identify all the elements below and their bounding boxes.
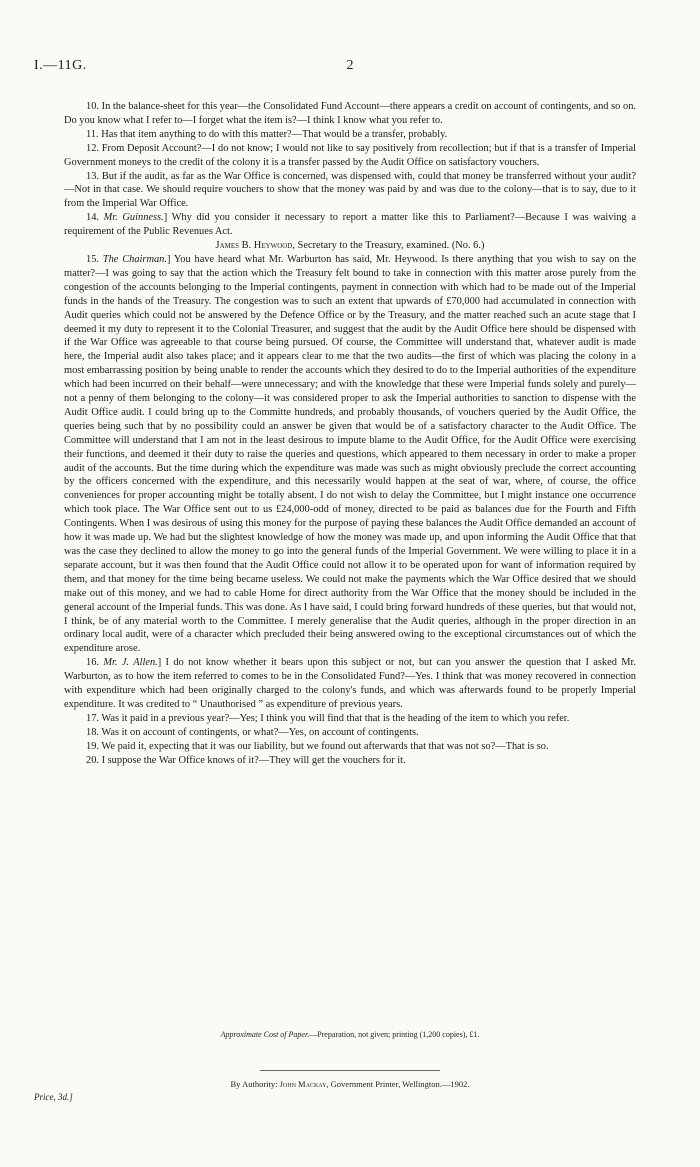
cost-label: Approximate Cost of Paper.	[220, 1030, 310, 1039]
question-number: 16.	[86, 657, 99, 669]
witness-name: James B. Heywood	[215, 240, 293, 252]
question-text: ] Why did you consider it necessary to report a matter like this to Parliament?—Because I was waiving a requirement of the Public Revenues Act.	[64, 212, 636, 238]
price-note: Price, 3d.]	[34, 1092, 73, 1102]
question-10: 10. In the balance-sheet for this year—the Consolidated Fund Account—there appears a credit on account of contingents, and so on. Do you know what I refer to—I forget what the item is?—I think I know what you refer to.	[64, 101, 636, 126]
question-14	[64, 211, 636, 239]
cost-of-paper-note	[64, 1030, 636, 1039]
authority-prefix: By Authority:	[230, 1079, 280, 1089]
question-16	[64, 656, 636, 712]
speaker-name: Mr. J. Allen.	[103, 657, 158, 669]
question-18: 18. Was it on account of contingents, or what?—Yes, on account of contingents.	[86, 726, 419, 738]
speaker-name: The Chairman.	[102, 253, 167, 265]
printer-authority	[64, 1079, 636, 1089]
printer-name: John Mackay	[279, 1079, 327, 1089]
question-text: ] I do not know whether it bears upon this subject or not, but can you answer the question that I asked Mr. Warburton, as to how the item referred to comes to be in the Consolidated Fund?—Yes. I think that was money recovered in connection with expenditure which had been originally charged to the colony's funds, and which was afterwards found to be properly Imperial expenditure. It was credited to “ Unauthorised ” as expenditure of previous years.	[64, 657, 637, 710]
page-number: 2	[346, 58, 354, 73]
minutes-of-evidence	[64, 100, 636, 768]
question-15	[64, 253, 636, 656]
question-text: ] You have heard what Mr. Warburton has said, Mr. Heywood. Is there anything that you wish to say on the matter?—I was going to say that the action which the Treasury felt bound to take in connection with this matter arose purely from the congestion of the accounts belonging to the Imperial contingents, payment in connection with which had to be made out of the Imperial funds in the hands of the Treasury. The congestion was to such an extent that upwards of £70,000 had accumulated in connection with Audit queries which could not be answered by the Defence Office or by the Treasury, and the matter reached such an acute stage that I deemed it my duty to represent it to the Colonial Treasurer, and suggest that the audit by the Audit Office here should be dispensed with if the War Office was agreeable to that course being pursued. Of course, the Committee will understand that, whatever audit is made here, the Imperial audit also takes place; and it appears clear to me that the two audits—the first of which was placing the colony in a most embarrassing position by being unable to render the accounts which they desired to do to the Imperial authorities of the expenditure which had been incurred on their behalf—were unnecessary; and with the knowledge that these were Imperial funds solely and purely—not a penny of them belonging to the colony—it was considered proper to ask the Imperial authorities to sanction to dispense with the Audit Office audit. I could bring up to the Committe hundreds, and probably thousands, of vouchers queried by the Audit Office, the queries being such that by no possibility could an answer be given that would be of a satisfactory character to the Audit Office. The Committee will understand that I am not in the least desirous to impute blame to the Audit Office, for the Audit Office were exercising their functions, and deemed it their duty to raise the queries and questions, which appeared to them necessary in order to make a proper audit of the accounts. But the time during which the expenditure was made was such as might obviously preclude the correct accounting by the officers concerned with the expenditure, and this necessarily would happen at the seat of war, where, of course, the office conveniences for proper accounting might be totally absent. I do not wish to delay the Committee, but I might instance one occurrence which took place. The War Office sent out to us £24,000-odd of money, directed to be paid as balances due for the Fourth and Fifth Contingents. When I was desirous of using this money for the purpose of paying these balances the Audit Office demanded an account of how it was made up. We had but the slightest knowledge of how the money was made up, and upon informing the Audit Office that that was the case they declined to allow the money to go into the general funds of the Imperial Government. We were willing to place it in a separate account, but it was then found that the Audit Office could not allow it to be operated upon for want of information required by them, and that money for the time being became useless. We could not make the payments which the War Office desired that we should make out of this money, and we had to cable Home for direct authority from the War Office that the money should be included in the general account of the Imperial funds. This was done. As I have said, I could bring forward hundreds of these queries, but that would not, I think, be of any material worth to the Committee. I merely generalise that the Audit queries, although in the proper direction in an ordinary local audit, were of a character which precluded their being answered owing to the exceptional circumstances out of which the expenditure arose.	[64, 253, 636, 655]
page-header	[34, 58, 666, 76]
question-number: 15.	[86, 253, 99, 265]
footer-divider	[260, 1070, 440, 1071]
question-19: 19. We paid it, expecting that it was our liability, but we found out afterwards that that was not so?—That is so.	[86, 740, 549, 752]
witness-title: , Secretary to the Treasury, examined. (No. 6.)	[292, 240, 485, 252]
cost-text: —Preparation, not given; printing (1,200 copies), £1.	[309, 1030, 480, 1039]
authority-suffix: , Government Printer, Wellington.—1902.	[326, 1079, 470, 1089]
question-number: 14.	[86, 212, 99, 224]
witness-heading	[64, 239, 636, 253]
speaker-name: Mr. Guinness.	[103, 212, 164, 224]
question-13: 13. But if the audit, as far as the War Office is concerned, was dispensed with, could that money be transferred without your audit?—Not in that case. We should require vouchers to show that the money was paid by and was due to the colony—that is to say, due to it from the Imperial War Office.	[64, 170, 636, 210]
parliamentary-paper-ref: I.—11G.	[34, 58, 87, 73]
question-12: 12. From Deposit Account?—I do not know; I would not like to say positively from recollection; but if that is a transfer of Imperial Government moneys to the credit of the colony it is a transfer passed by the Audit Office on satisfactory vouchers.	[64, 142, 636, 168]
question-11: 11. Has that item anything to do with this matter?—That would be a transfer, probably.	[86, 128, 448, 140]
question-17: 17. Was it paid in a previous year?—Yes; I think you will find that that is the heading of the item to which you refer.	[86, 712, 570, 724]
question-20: 20. I suppose the War Office knows of it?—They will get the vouchers for it.	[86, 754, 406, 766]
